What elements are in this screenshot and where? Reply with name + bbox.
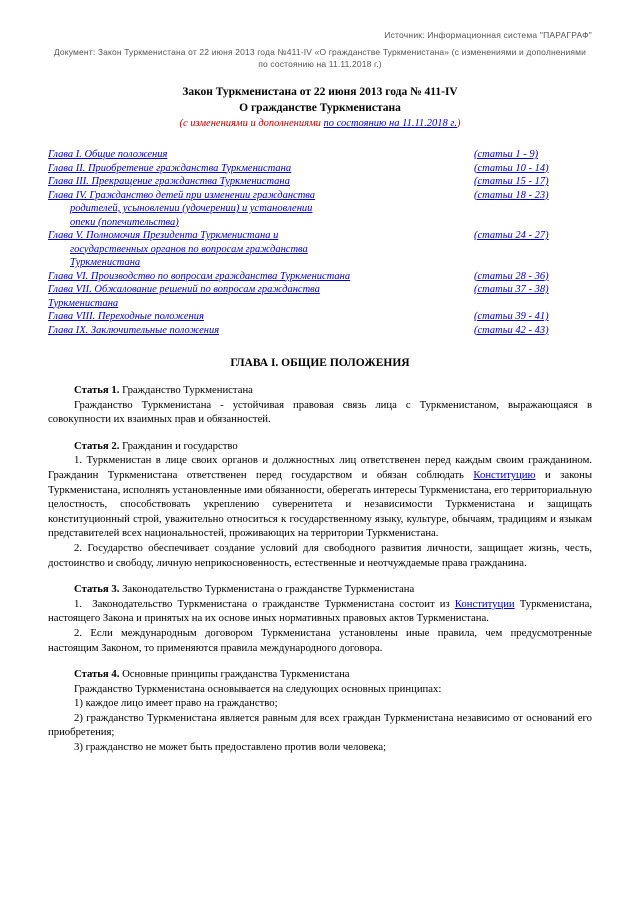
table-of-contents [48, 148, 592, 337]
toc-row [48, 216, 592, 230]
article-2-heading [48, 439, 592, 454]
toc-link-chapter-7-cont-1[interactable]: Туркменистана [48, 297, 119, 309]
article-4-paragraph-1: Гражданство Туркменистана основывается на следующих основных принципах: [74, 682, 442, 695]
article-3-number: Статья 3. [74, 583, 120, 596]
toc-articles-chapter-5[interactable]: (статьи 24 - 27) [474, 230, 549, 241]
document-reference-line: Документ: Закон Туркменистана от 22 июня 2013 года №411-IV «О гражданстве Туркменистана» (с изменениями и дополнениями по состоянию на 11.11.2018 г.) [53, 47, 587, 69]
toc-row [48, 148, 592, 162]
toc-link-chapter-1[interactable]: Глава I. Общие положения [48, 149, 168, 160]
article-2-paragraph-2: 2. Государство обеспечивает создание условий для свободного развития личности, защищает жизнь, честь, достоинство и свободу, личную неприкосновенность, естественные и неотчуждаемые права гражданина. [48, 541, 592, 569]
toc-row [48, 283, 592, 297]
article-2-title: Гражданин и государство [119, 439, 238, 452]
article-3-paragraph-2: 2. Если международным договором Туркменистана установлены иные правила, чем предусмотренные настоящим Законом, то применяются правила международного договора. [48, 626, 592, 654]
toc-articles-chapter-4[interactable]: (статьи 18 - 23) [474, 189, 549, 201]
toc-row [48, 310, 592, 324]
amendments-suffix: ) [457, 118, 461, 129]
article-4-paragraph-2: 1) каждое лицо имеет право на гражданство; [74, 697, 278, 710]
toc-row [48, 229, 592, 243]
toc-link-chapter-2[interactable]: Глава II. Приобретение гражданства Туркменистана [48, 162, 292, 174]
article-1-paragraph-1: Гражданство Туркменистана - устойчивая правовая связь лица с Туркменистаном, выражающаяся в совокупности их взаимных прав и обязанностей. [48, 398, 592, 426]
toc-link-chapter-5-cont-1[interactable]: государственных органов по вопросам гражданства [70, 243, 308, 255]
toc-row [48, 175, 592, 189]
toc-articles-chapter-9[interactable]: (статьи 42 - 43) [474, 324, 549, 336]
law-title-line-2: О гражданстве Туркменистана [239, 102, 401, 114]
article-4-title: Основные принципы гражданства Туркменистана [119, 668, 350, 681]
article-1-heading [48, 383, 592, 398]
law-title-line-1: Закон Туркменистана от 22 июня 2013 года № 411-IV [182, 86, 458, 98]
amendments-date-link[interactable]: по состоянию на 11.11.2018 г. [323, 118, 458, 129]
toc-articles-chapter-2[interactable]: (статьи 10 - 14) [474, 162, 549, 174]
toc-row [48, 189, 592, 203]
toc-articles-chapter-1[interactable]: (статьи 1 - 9) [474, 149, 539, 160]
toc-link-chapter-7[interactable]: Глава VII. Обжалование решений по вопросам гражданства [48, 284, 320, 295]
article-1-title: Гражданство Туркменистана [119, 384, 253, 396]
toc-link-chapter-3[interactable]: Глава III. Прекращение гражданства Туркменистана [48, 176, 290, 187]
toc-articles-chapter-3[interactable]: (статьи 15 - 17) [474, 176, 549, 187]
title-block [48, 84, 592, 132]
toc-articles-chapter-7[interactable]: (статьи 37 - 38) [474, 284, 549, 295]
article-4-heading [48, 667, 592, 682]
toc-link-chapter-6[interactable]: Глава VI. Производство по вопросам гражданства Туркменистана [48, 270, 351, 282]
article-4-number: Статья 4. [74, 668, 120, 681]
chapter-heading: ГЛАВА I. ОБЩИЕ ПОЛОЖЕНИЯ [230, 357, 410, 369]
toc-articles-chapter-8[interactable]: (статьи 39 - 41) [474, 311, 549, 322]
toc-row [48, 162, 592, 176]
toc-link-chapter-9[interactable]: Глава IX. Заключительные положения [48, 324, 220, 336]
toc-row [48, 297, 592, 311]
amendments-prefix: (с изменениями и дополнениями [179, 118, 324, 129]
article-4-paragraph-3: 2) гражданство Туркменистана является равным для всех граждан Туркменистана независимо от оснований его приобретения; [48, 711, 592, 739]
toc-link-chapter-4[interactable]: Глава IV. Гражданство детей при изменении гражданства [48, 189, 316, 201]
article-3-paragraph-1: 1. Законодательство Туркменистана о гражданстве Туркменистана состоит из Конституции Туркменистана, настоящего Закона и принятых на их основе иных нормативных правовых актов Туркменистана. [48, 597, 592, 625]
article-1-number: Статья 1. [74, 384, 120, 396]
toc-row [48, 243, 592, 257]
article-3-heading [48, 582, 592, 597]
toc-row [48, 202, 592, 216]
source-line: Источник: Информационная система "ПАРАГРАФ" [384, 30, 592, 40]
toc-row [48, 324, 592, 338]
toc-row [48, 256, 592, 270]
article-2-number: Статья 2. [74, 439, 120, 452]
toc-link-chapter-5-cont-2[interactable]: Туркменистана [70, 257, 141, 268]
toc-link-chapter-4-cont-1[interactable]: родителей, усыновлении (удочерении) и установлении [70, 203, 313, 214]
article-2-paragraph-1: 1. Туркменистан в лице своих органов и должностных лиц ответственен перед каждым своим гражданином. Гражданин Туркменистана ответственен перед государством и обязан соблюдать Конституцию и законы Туркменистана, исполнять установленные ими обязанности, оберегать интересы Туркменистана, его территориальную целостность, способствовать укреплению суверенитета и независимости Туркменистана и защищать конституционный строй, уважительно относиться к государственному языку, культуре, обычаям, традициям и языкам представителей всех национальностей, проживающих на территории Туркменистана. [48, 454, 593, 540]
toc-row [48, 270, 592, 284]
article-4-paragraph-4: 3) гражданство не может быть предоставлено против воли человека; [74, 741, 387, 754]
toc-link-chapter-8[interactable]: Глава VIII. Переходные положения [48, 311, 204, 322]
constitution-link-2[interactable]: Конституции [454, 597, 515, 610]
article-3-title: Законодательство Туркменистана о гражданстве Туркменистана [119, 583, 415, 596]
law-amendments-note [48, 116, 592, 132]
toc-articles-chapter-6[interactable]: (статьи 28 - 36) [474, 270, 549, 282]
constitution-link-1[interactable]: Конституцию [473, 468, 536, 481]
toc-link-chapter-4-cont-2[interactable]: опеки (попечительства) [70, 216, 179, 228]
toc-link-chapter-5[interactable]: Глава V. Полномочия Президента Туркменистана и [48, 230, 279, 241]
